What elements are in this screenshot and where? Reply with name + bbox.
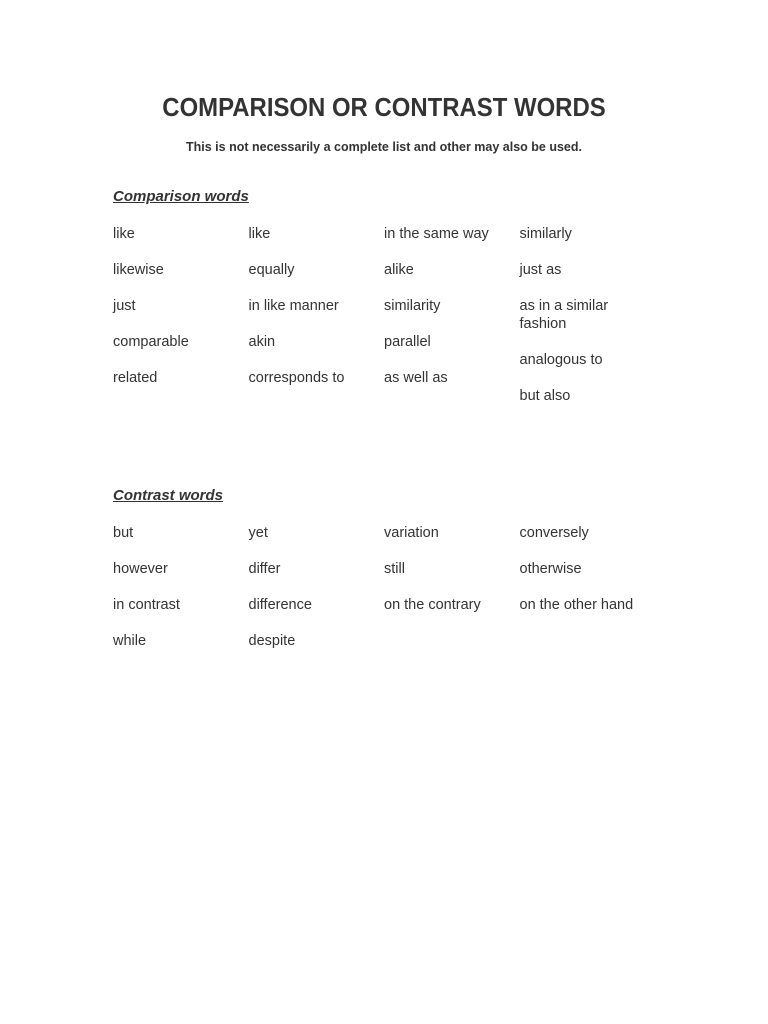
contrast-word: yet: [248, 525, 268, 541]
contrast-word: despite: [248, 633, 296, 649]
contrast-word: but: [113, 525, 134, 541]
contrast-word: differ: [248, 561, 281, 577]
comparison-word: just: [113, 298, 136, 314]
comparison-word: related: [113, 370, 158, 386]
comparison-word: similarity: [384, 298, 441, 314]
comparison-word: in the same way: [384, 226, 489, 242]
contrast-word: on the contrary: [384, 597, 481, 613]
contrast-word-grid: [113, 525, 658, 669]
comparison-word: akin: [248, 334, 276, 350]
comparison-word: corresponds to: [248, 370, 345, 386]
contrast-word: however: [113, 561, 168, 577]
comparison-column: [113, 226, 249, 424]
comparison-column: [520, 226, 658, 424]
contrast-column: [384, 525, 520, 669]
contrast-word: otherwise: [519, 561, 582, 577]
contrast-heading: Contrast words: [113, 487, 224, 504]
comparison-word: similarly: [519, 226, 572, 242]
page-title: COMPARISON OR CONTRAST WORDS: [162, 92, 606, 122]
comparison-word: like: [248, 226, 271, 242]
comparison-word: but also: [519, 387, 571, 404]
comparison-word: as well as: [384, 370, 448, 386]
comparison-word: parallel: [384, 334, 431, 350]
contrast-word: difference: [248, 597, 312, 613]
comparison-word: comparable: [113, 334, 189, 350]
contrast-word: variation: [384, 525, 439, 541]
contrast-word: conversely: [519, 525, 589, 541]
comparison-word: in like manner: [248, 298, 339, 314]
comparison-word: just as: [519, 262, 562, 278]
comparison-word: equally: [248, 262, 295, 278]
comparison-word: analogous to: [519, 351, 603, 368]
comparison-heading: Comparison words: [113, 188, 249, 205]
contrast-column: [113, 525, 249, 669]
comparison-column: [384, 226, 520, 424]
contrast-word: while: [113, 633, 147, 649]
contrast-column: [520, 525, 658, 669]
contrast-word: on the other hand: [519, 597, 634, 613]
contrast-word: in contrast: [113, 597, 180, 613]
comparison-column: [249, 226, 385, 424]
comparison-word-grid: [113, 226, 658, 424]
page-subtitle: This is not necessarily a complete list and other may also be used.: [186, 140, 582, 154]
comparison-word: alike: [384, 262, 414, 278]
comparison-word: likewise: [113, 262, 164, 278]
contrast-word: still: [384, 561, 405, 577]
comparison-word: like: [113, 226, 135, 242]
contrast-column: [249, 525, 385, 669]
comparison-word: as in a similar fashion: [519, 298, 609, 332]
